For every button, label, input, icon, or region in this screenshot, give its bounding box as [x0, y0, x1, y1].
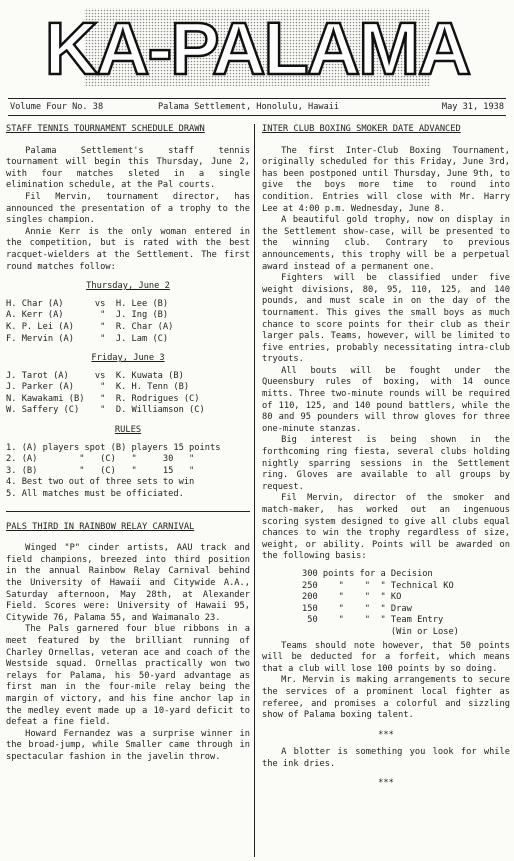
volume-number: Volume Four No. 38 [10, 102, 104, 112]
svg-text:KA-PALAMA: KA-PALAMA [44, 7, 470, 90]
match-row: N. Kawakami (B) " R. Rodrigues (C) [6, 393, 200, 404]
section-divider [6, 511, 250, 512]
issue-info-bar [8, 98, 506, 116]
match-row: F. Mervin (A) " J. Lam (C) [6, 333, 169, 344]
tennis-paragraph: Fil Mervin, tournament director, has announced the presentation of a trophy to the singles champion. [6, 191, 250, 226]
relay-paragraph: Howard Fernandez was a surprise winner in the broad-jump, while Smaller came through in spectacular fashion in the javelin throw. [6, 728, 250, 762]
issue-date: May 31, 1938 [441, 102, 504, 112]
left-column [6, 124, 250, 764]
relay-paragraph: The Pals garnered four blue ribbons in a meet featured by the brilliant running of Charley Ornellas, veteran ace and coach of the Westside squad. Ornellas practically won two relays for Palama, his 50-yard advantage as first man in the four-mile relay being the margin of victory, and his fine anchor lap in the medley event made up a 10-yard deficit to defeat a fine field. [6, 624, 250, 728]
tennis-paragraph: Annie Kerr is the only woman entered in the competition, but is rated with the best racquet-wielders at the Settlement. The first round matches follow: [6, 226, 250, 272]
section-stars: *** [378, 778, 394, 789]
points-table [302, 569, 510, 639]
points-row: (Win or Lose) [302, 626, 459, 637]
masthead-logo [44, 6, 470, 90]
masthead-lettering [44, 6, 470, 90]
rules-heading: RULES [114, 425, 142, 436]
rule-item: 4. Best two out of three sets to win [6, 477, 195, 488]
schedule-day-heading: Thursday, June 2 [86, 281, 170, 292]
rule-item: 2. (A) " (C) " 30 " [6, 454, 195, 465]
boxing-paragraph: Fil Mervin, director of the smoker and match-maker, has worked out an ingenuous scoring system designed to give all clubs equal chances to win the trophy regardless of size, weight, or ability. Points will be awarded on the following basis: [262, 493, 510, 562]
match-row: A. Kerr (A) " J. Ing (B) [6, 310, 169, 321]
column-divider [254, 124, 255, 857]
points-row: 250 " " " Technical KO [302, 580, 454, 591]
filler-quip: A blotter is something you look for while the ink dries. [262, 747, 510, 769]
relay-headline: PALS THIRD IN RAINBOW RELAY CARNIVAL [6, 521, 195, 532]
boxing-paragraph: Big interest is being shown in the forthcoming ring fiesta, several clubs holding nightly sparring sessions in the Settlement ring. Gloves are available to all groups by request. [262, 435, 510, 492]
boxing-paragraph: Fighters will be classified under five weight divisions, 80, 95, 110, 125, and 140 pounds, and must scale in on the day of the tournament. This gives the small boys as much chance to score points for their club as their larger pals. Teams, however, will be limited to five entries, probably necessitating intra-club tryouts. [262, 273, 510, 365]
match-row: J. Tarot (A) vs K. Kuwata (B) [6, 370, 184, 381]
rule-item: 1. (A) players spot (B) players 15 points [6, 442, 221, 453]
points-row: 300 points for a Decision [302, 568, 433, 579]
boxing-paragraph: Mr. Mervin is making arrangements to secure the services of a prominent local fighter as referee, and promises a colorful and sizzling show of Palama boxing talent. [262, 675, 510, 721]
boxing-paragraph: A beautiful gold trophy, now on display in the Settlement show-case, will be presented to the winning club. Contrary to previous announcements, this trophy will be a perpetual award instead of a permanent one. [262, 215, 510, 272]
section-stars: *** [378, 729, 394, 740]
boxing-paragraph: Teams should note however, that 50 points will be deducted for a forfeit, which means that a club will lose 100 points by so doing. [262, 640, 510, 674]
schedule-day-heading: Friday, June 3 [91, 353, 165, 364]
match-row: J. Parker (A) " K. H. Tenn (B) [6, 382, 190, 393]
rule-item: 5. All matches must be officiated. [6, 489, 184, 500]
relay-paragraph: Winged "P" cinder artists, AAU track and field champions, breezed into third position in the annual Rainbow Relay Carnival behind the University of Hawaii and Citywide A.A., Saturday afternoon, May 28th, at Alexander Field. Scores were: University of Hawaii 95, Citywide 76, Palama 55, and Waimanalo 23. [6, 543, 250, 623]
match-row: H. Char (A) vs H. Lee (B) [6, 298, 169, 309]
tennis-paragraph: Palama Settlement's staff tennis tournament will begin this Thursday, June 2, with four matches sleted in a single elimination schedule, at the Pal courts. [6, 145, 250, 191]
match-row: K. P. Lei (A) " R. Char (A) [6, 321, 174, 332]
publisher-line: Palama Settlement, Honolulu, Hawaii [158, 102, 340, 112]
right-column [262, 124, 510, 796]
points-row: 200 " " " KO [302, 592, 402, 603]
boxing-paragraph: The first Inter-Club Boxing Tournament, originally scheduled for this Friday, June 3rd, has been postponed until Thursday, June 9th, to give the boys more time to round into condition. Entries will close with Mr. Harry Lee at 4:00 p.m. Wednesday, June 8. [262, 145, 510, 214]
points-row: 50 " " " Team Entry [302, 615, 444, 626]
boxing-headline: INTER CLUB BOXING SMOKER DATE ADVANCED [262, 124, 461, 134]
tennis-headline: STAFF TENNIS TOURNAMENT SCHEDULE DRAWN [6, 124, 205, 134]
match-row: W. Saffery (C) " D. Williamson (C) [6, 405, 205, 416]
rule-item: 3. (B) " (C) " 15 " [6, 465, 195, 476]
boxing-paragraph: All bouts will be fought under the Queensbury rules of boxing, with 14 ounce mitts. Three two-minute rounds will be required of 110, 125, and 140 pound battlers, while the 80 and 95 pounders will throw gloves for three one-minute stanzas. [262, 365, 510, 434]
points-row: 150 " " " Draw [302, 603, 412, 614]
